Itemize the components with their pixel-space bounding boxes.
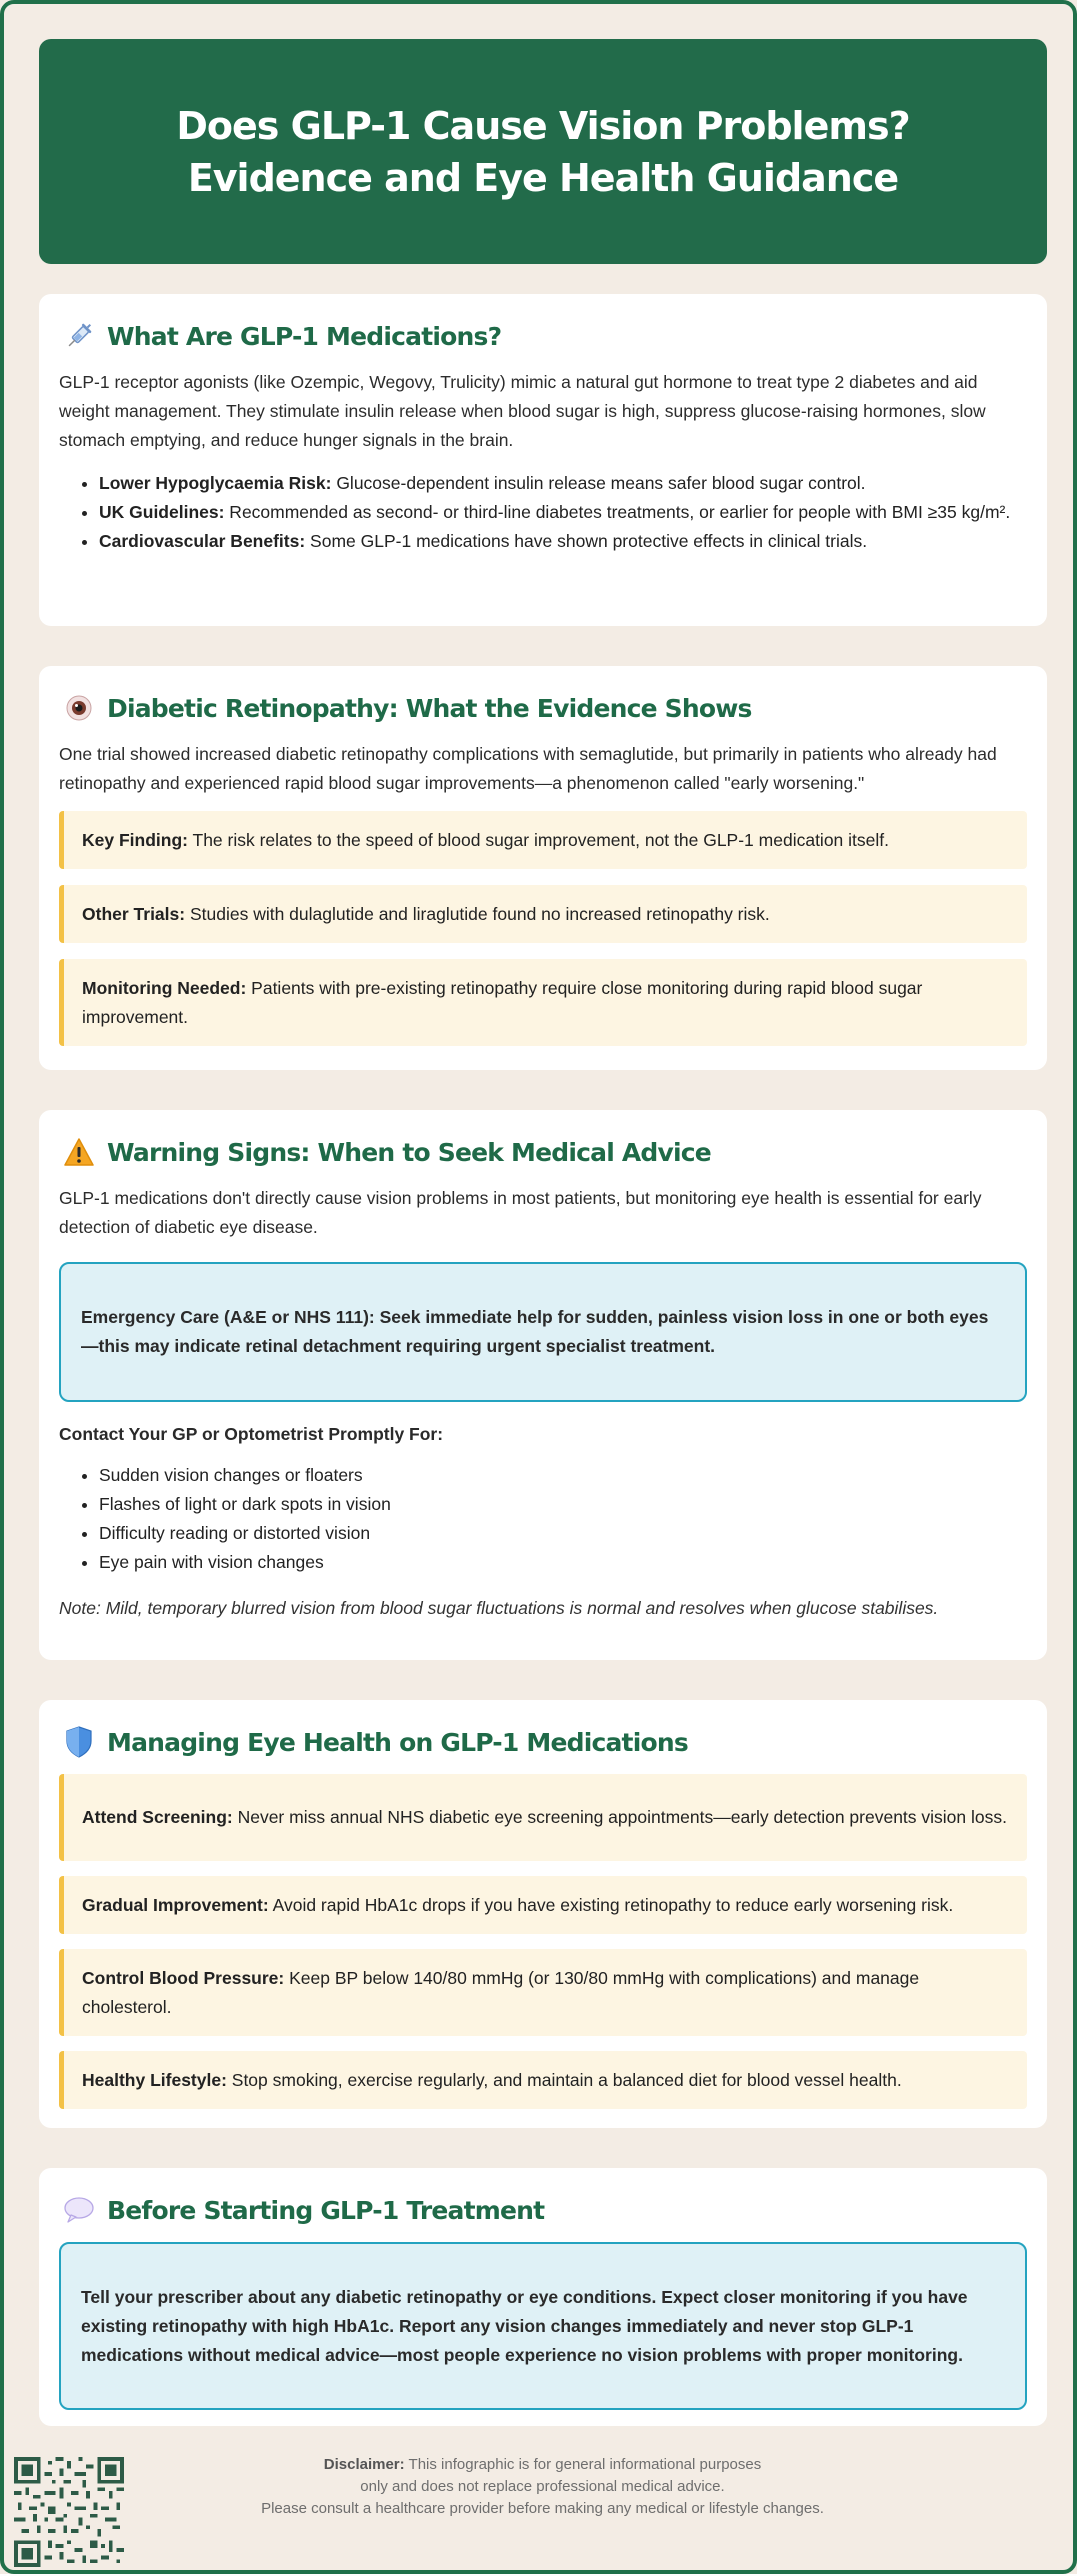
section-before-starting — [39, 2168, 1047, 2426]
list-item-label: UK Guidelines: — [99, 502, 225, 522]
section-title: What Are GLP-1 Medications? — [107, 321, 502, 351]
callout-text: Avoid rapid HbA1c drops if you have existing retinopathy to reduce early worsening risk. — [268, 1894, 954, 1915]
section-title: Diabetic Retinopathy: What the Evidence Shows — [107, 693, 752, 723]
disclaimer-label: Disclaimer: — [323, 2456, 405, 2473]
list-item — [99, 527, 1027, 556]
section-warning-signs — [39, 1110, 1047, 1660]
shield-icon — [59, 1722, 99, 1762]
callout-monitoring-needed — [59, 959, 1027, 1046]
section-managing-eye-health — [39, 1700, 1047, 2128]
prescriber-message-box — [59, 2242, 1027, 2410]
section-glp1-medications — [39, 294, 1047, 626]
list-item — [99, 498, 1027, 527]
list-item-label: Lower Hypoglycaemia Risk: — [99, 473, 332, 493]
section-header — [59, 316, 1027, 356]
callout-healthy-lifestyle — [59, 2051, 1027, 2109]
section-header — [59, 1132, 1027, 1172]
callout-text: Patients with pre-existing retinopathy require close monitoring during rapid blood sugar improvement. — [82, 977, 923, 1027]
disclaimer-line-1: This infographic is for general informational purposes — [404, 2456, 762, 2473]
section-title: Before Starting GLP-1 Treatment — [107, 2195, 545, 2225]
disclaimer — [4, 2454, 1077, 2520]
section-header — [59, 2190, 1027, 2230]
eye-icon — [59, 688, 99, 728]
list-item — [99, 469, 1027, 498]
callout-gradual-improvement — [59, 1876, 1027, 1934]
callout-key-finding — [59, 811, 1027, 869]
list-item-text: Recommended as second- or third-line diabetes treatments, or earlier for people with BMI ≥35 kg/m². — [224, 502, 1011, 522]
section-intro: GLP-1 medications don't directly cause vision problems in most patients, but monitoring eye health is essential for early detection of diabetic eye disease. — [59, 1188, 982, 1237]
callout-label: Gradual Improvement: — [82, 1894, 269, 1915]
warning-icon — [59, 1132, 99, 1172]
callout-label: Attend Screening: — [82, 1807, 233, 1827]
section-header — [59, 688, 1027, 728]
callout-text: Never miss annual NHS diabetic eye screening appointments—early detection prevents vision loss. — [232, 1807, 1007, 1827]
callout-text: Stop smoking, exercise regularly, and maintain a balanced diet for blood vessel health. — [226, 2069, 902, 2090]
section-intro: One trial showed increased diabetic retinopathy complications with semaglutide, but primarily in patients who already had retinopathy and experienced rapid blood sugar improvements—a phenomenon called "early worsening." — [59, 744, 997, 793]
section-diabetic-retinopathy — [39, 666, 1047, 1070]
callout-attend-screening — [59, 1774, 1027, 1861]
section-title: Managing Eye Health on GLP-1 Medications — [107, 1727, 688, 1757]
list-item-text: Some GLP-1 medications have shown protective effects in clinical trials. — [305, 531, 868, 551]
syringe-icon — [59, 316, 99, 356]
callout-label: Control Blood Pressure: — [82, 1967, 285, 1988]
list-item-text: Glucose-dependent insulin release means safer blood sugar control. — [331, 473, 866, 493]
callout-text: Keep BP below 140/80 mmHg (or 130/80 mmHg with complications) and manage cholesterol. — [82, 1967, 920, 2017]
benefits-list — [59, 469, 1027, 556]
callout-label: Key Finding: — [82, 829, 188, 850]
callout-label: Other Trials: — [82, 903, 186, 924]
list-item: • Sudden vision changes or floaters — [99, 1461, 1027, 1490]
prescriber-message: Tell your prescriber about any diabetic retinopathy or eye conditions. Expect closer monitoring if you have existing retinopathy with high HbA1c. Report any vision changes immediately and never stop GLP-1 medications without medical advice—most people experience no vision problems with proper monitoring. — [81, 2286, 968, 2365]
contact-heading: Contact Your GP or Optometrist Promptly For: — [59, 1424, 444, 1444]
speech-bubble-icon — [59, 2190, 99, 2230]
list-item: • Difficulty reading or distorted vision — [99, 1519, 1027, 1548]
list-item-label: Cardiovascular Benefits: — [99, 531, 306, 551]
page-title: Does GLP-1 Cause Vision Problems? Evidence and Eye Health Guidance — [176, 103, 910, 200]
section-intro: GLP-1 receptor agonists (like Ozempic, Wegovy, Trulicity) mimic a natural gut hormone to treat type 2 diabetes and aid weight management. They stimulate insulin release when blood sugar is high, suppress glucose-raising hormones, slow stomach emptying, and reduce hunger signals in the brain. — [59, 372, 986, 450]
callout-text: Studies with dulaglutide and liraglutide found no increased retinopathy risk. — [185, 903, 770, 924]
section-header — [59, 1722, 1027, 1762]
callout-control-blood-pressure — [59, 1949, 1027, 2036]
callout-text: The risk relates to the speed of blood sugar improvement, not the GLP-1 medication itself. — [187, 829, 889, 850]
emergency-text: Emergency Care (A&E or NHS 111): Seek immediate help for sudden, painless vision loss in one or both eyes—this may indicate retinal detachment requiring urgent specialist treatment. — [81, 1307, 989, 1356]
callout-label: Monitoring Needed: — [82, 977, 247, 998]
callout-label: Healthy Lifestyle: — [82, 2069, 227, 2090]
note-text: Note: Mild, temporary blurred vision from blood sugar fluctuations is normal and resolves when glucose stabilises. — [59, 1598, 939, 1618]
emergency-alert — [59, 1262, 1027, 1402]
contact-list — [59, 1461, 1027, 1577]
section-title: Warning Signs: When to Seek Medical Advice — [107, 1137, 711, 1167]
list-item: • Flashes of light or dark spots in vision — [99, 1490, 1027, 1519]
callout-other-trials — [59, 885, 1027, 943]
disclaimer-line-3: Please consult a healthcare provider before making any medical or lifestyle changes. — [261, 2500, 824, 2517]
list-item: • Eye pain with vision changes — [99, 1548, 1027, 1577]
disclaimer-line-2: only and does not replace professional medical advice. — [360, 2478, 725, 2495]
header-banner — [39, 39, 1047, 264]
